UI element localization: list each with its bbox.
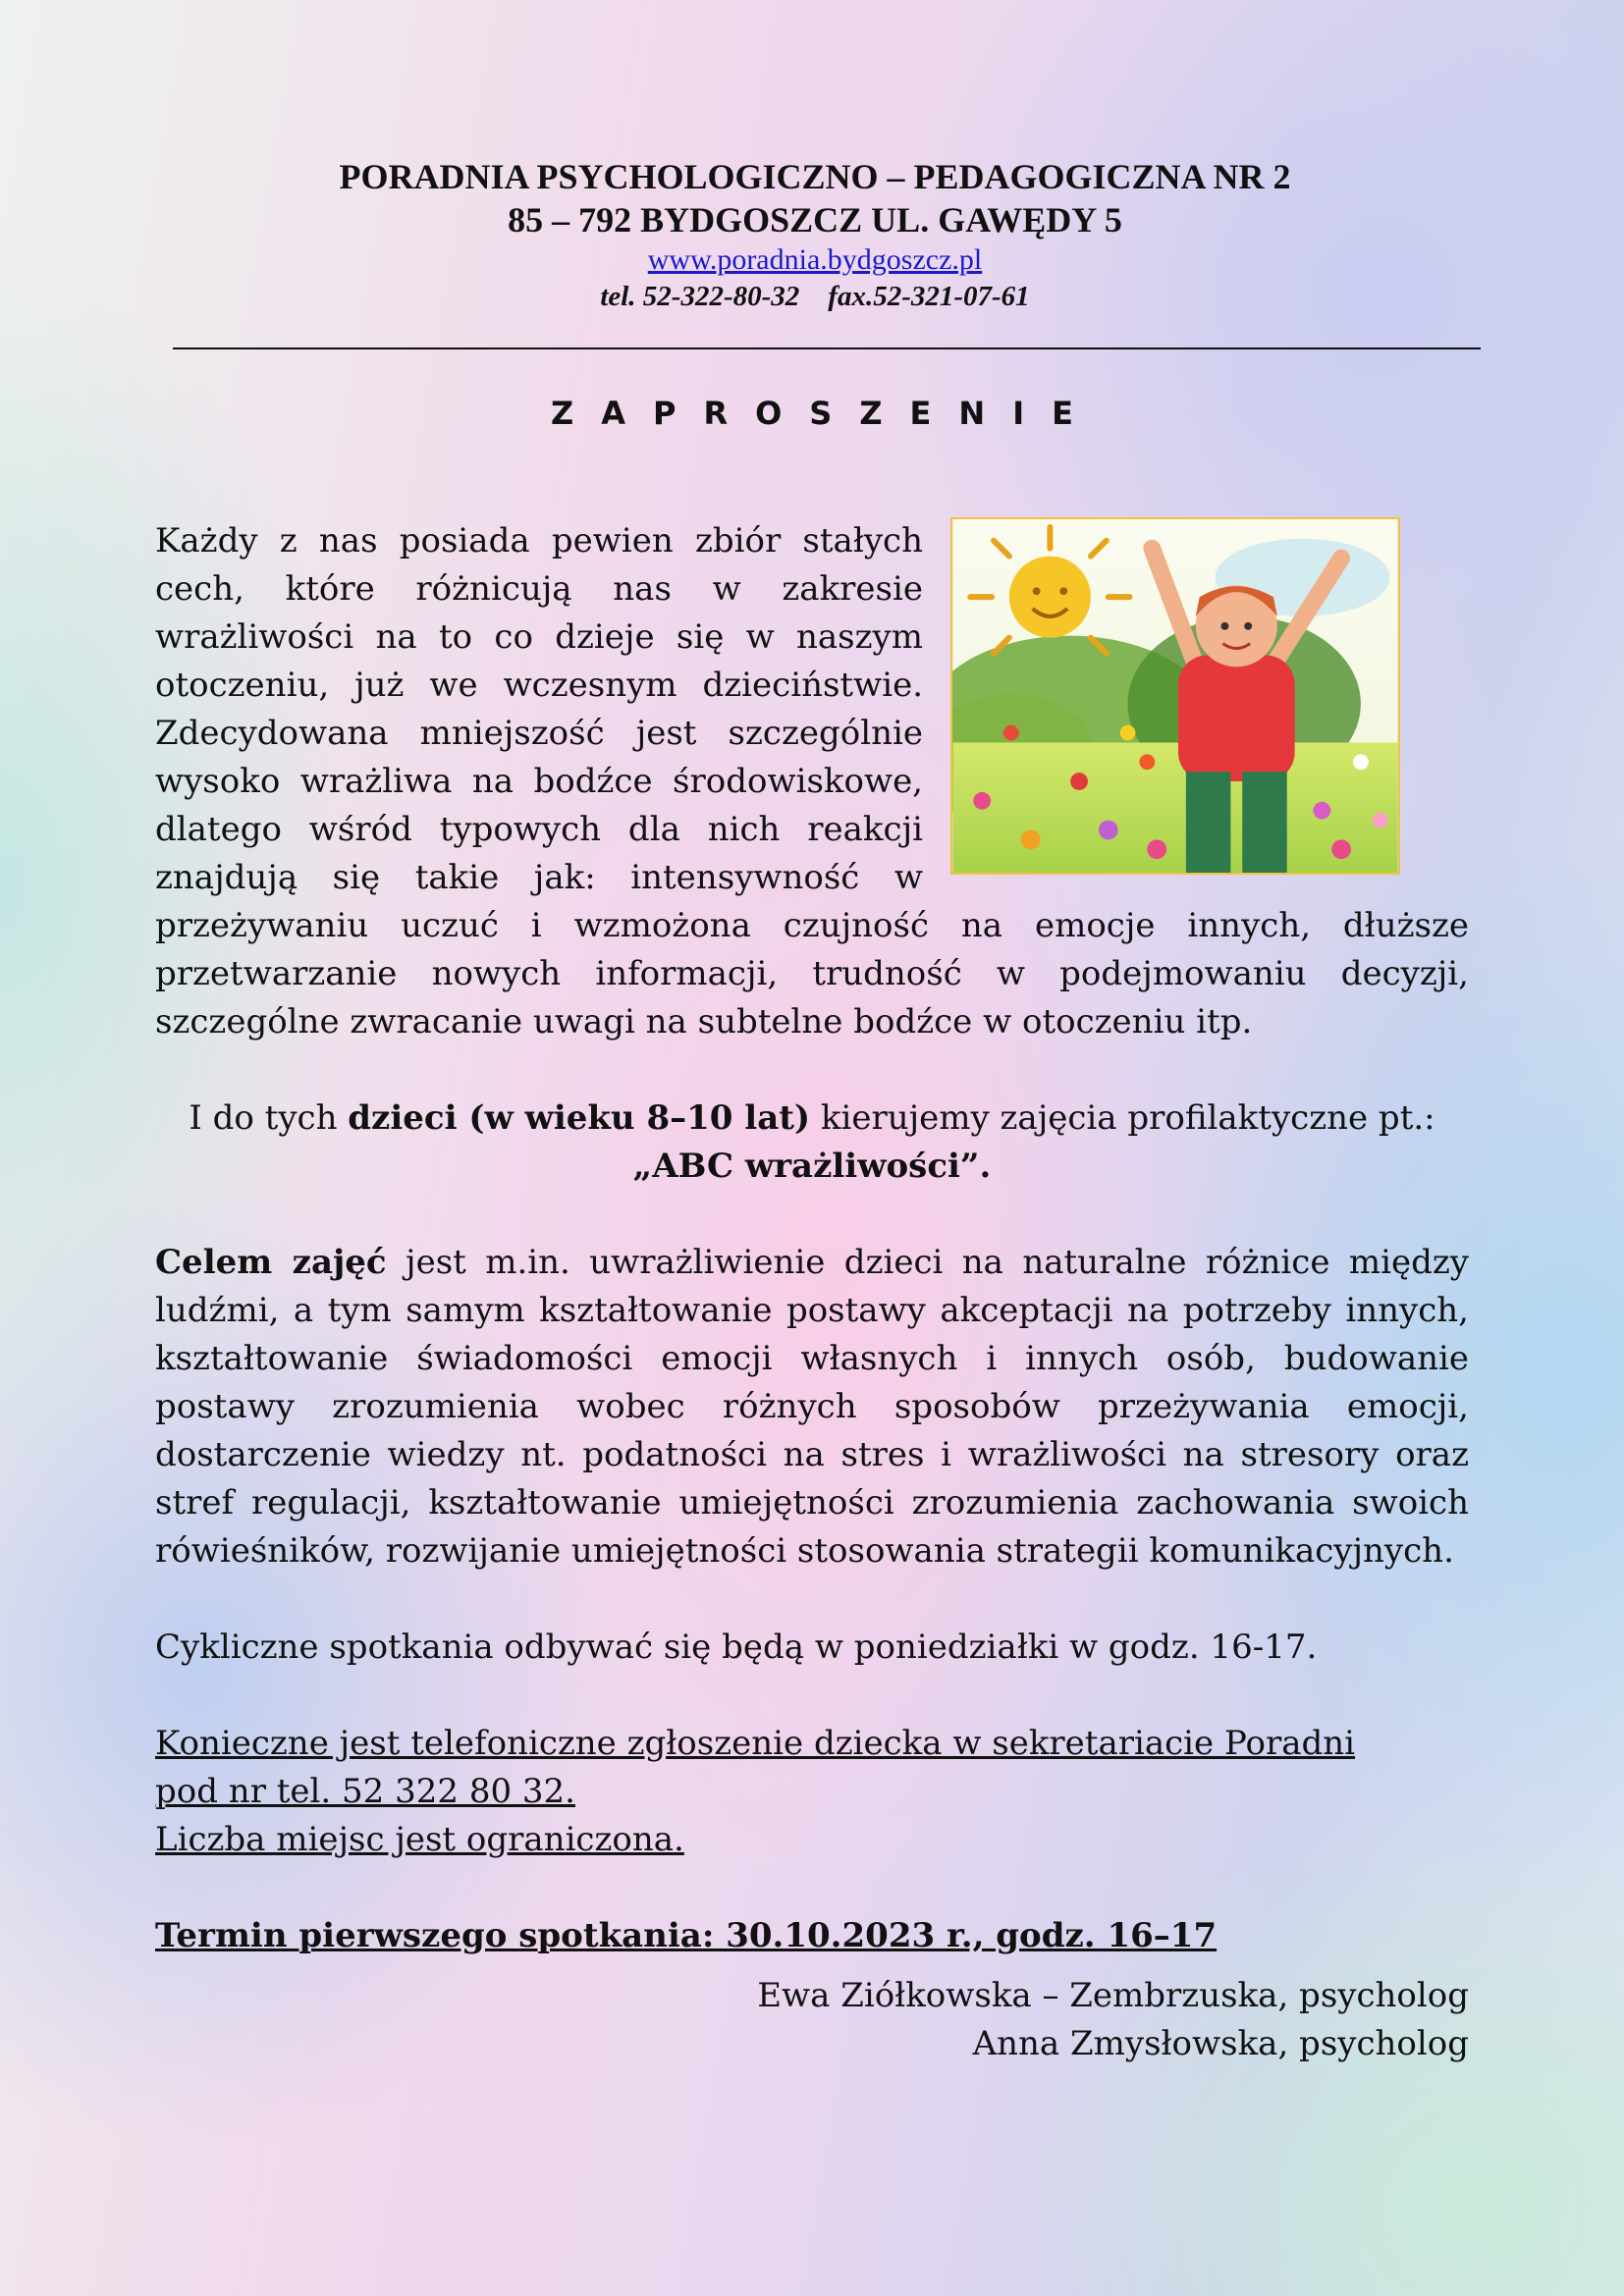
- registration-line-3: Liczba miejsc jest ograniczona.: [155, 1820, 684, 1859]
- website-link[interactable]: www.poradnia.bydgoszcz.pl: [647, 243, 983, 276]
- schedule-text: Cykliczne spotkania odbywać się będą w poniedziałki w godz. 16-17.: [155, 1628, 1318, 1667]
- intro-paragraph: Każdy z nas posiada pewien zbiór stałych cech, które różnicują nas w zakresie wrażliwości na to co dzieje się w naszym otoczeniu, już we wczesnym dzieciństwie. Zdecydowana mniejszość jest szczególnie wysoko wrażliwa na bodźce środowiskowe, dlatego wśród typowych dla nich reakcji znajdują się takie jak: intensywność w przeżywaniu uczuć i wzmożona czujność na emocje innych, dłuższe przetwarzanie nowych informacji, trudność w podejmowaniu decyzji, szczególne zwracanie uwagi na subtelne bodźce w otoczeniu itp.: [155, 521, 1469, 1041]
- signature-2: Anna Zmysłowska, psycholog: [972, 2024, 1469, 2063]
- institution-name: PORADNIA PSYCHOLOGICZNO – PEDAGOGICZNA NR 2: [339, 157, 1291, 196]
- institution-address: 85 – 792 BYDGOSZCZ UL. GAWĘDY 5: [508, 200, 1122, 240]
- registration-line-1: Konieczne jest telefoniczne zgłoszenie dziecka w sekretariacie Poradni: [155, 1724, 1356, 1763]
- first-meeting-date: Termin pierwszego spotkania: 30.10.2023 r., godz. 16–17: [155, 1916, 1218, 1955]
- child-illustration: [950, 517, 1400, 875]
- goal-label: Celem zajęć: [155, 1243, 387, 1282]
- fax-number: fax.52-321-07-61: [828, 281, 1030, 312]
- child-in-meadow-image: [952, 519, 1398, 873]
- contact-line: [157, 279, 1473, 314]
- target-paragraph: I do tych dzieci (w wieku 8–10 lat) kierujemy zajęcia profilaktyczne pt.: „ABC wrażliwości”.: [189, 1098, 1435, 1186]
- registration-line-2: pod nr tel. 52 322 80 32.: [155, 1772, 575, 1811]
- program-name: „ABC wrażliwości”.: [632, 1147, 992, 1186]
- document-body: [155, 517, 1469, 2068]
- letterhead: [157, 155, 1473, 314]
- signature-1: Ewa Ziółkowska – Zembrzuska, psycholog: [757, 1976, 1469, 2015]
- target-group: dzieci (w wieku 8–10 lat): [348, 1098, 811, 1138]
- header-divider: [173, 347, 1481, 349]
- phone-number: tel. 52-322-80-32: [600, 281, 800, 312]
- document-title: ZAPROSZENIE: [551, 395, 1101, 432]
- goal-paragraph: Celem zajęć jest m.in. uwrażliwienie dzieci na naturalne różnice między ludźmi, a tym samym kształtowanie postawy akceptacji na potrzeby innych, kształtowanie świadomości emocji własnych i innych osób, budowanie postawy zrozumienia wobec różnych sposobów przeżywania emocji, dostarczenie wiedzy nt. podatności na stres i wrażliwości na stresory oraz stref regulacji, kształtowanie umiejętności zrozumienia zachowania swoich rówieśników, rozwijanie umiejętności stosowania strategii komunikacyjnych.: [155, 1243, 1469, 1571]
